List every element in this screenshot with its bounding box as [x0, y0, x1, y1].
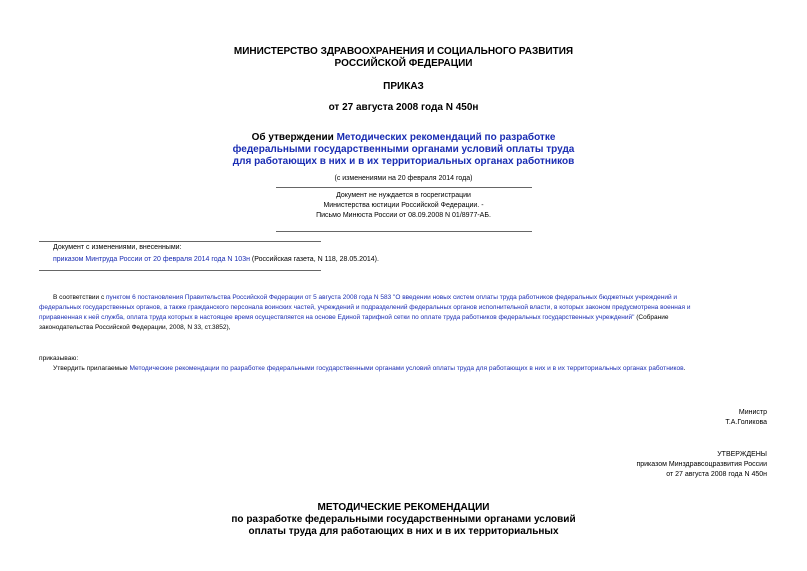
amend-divider-bottom: [39, 270, 321, 271]
signature-position: Министр: [738, 409, 767, 416]
approved-block: [636, 450, 767, 480]
recommendations-line-2: по разработке федеральными государственными органами условий: [231, 514, 576, 525]
approve-intro: Утвердить прилагаемые: [53, 365, 130, 372]
registration-line-2: Министерства юстиции Российской Федерации. -: [323, 202, 484, 209]
approve-end: .: [683, 365, 686, 372]
registration-note: [0, 191, 807, 221]
order-word: ПРИКАЗ: [383, 81, 424, 92]
approved-line-2: приказом Минздравсоцразвития России: [636, 461, 767, 468]
amendments-link[interactable]: приказом Минтруда России от 20 февраля 2014 года N 103н: [53, 256, 250, 263]
registration-line-3: Письмо Минюста России от 08.09.2008 N 01/8977-АБ.: [316, 212, 491, 219]
recommendations-title: МЕТОДИЧЕСКИЕ РЕКОМЕНДАЦИИ: [317, 502, 490, 513]
approve-paragraph: [53, 364, 686, 374]
order-title: [0, 132, 807, 168]
ministry-line-1: МИНИСТЕРСТВО ЗДРАВООХРАНЕНИЯ И СОЦИАЛЬНОГО РАЗВИТИЯ: [233, 46, 574, 57]
order-date: от 27 августа 2008 года N 450н: [328, 102, 479, 113]
prikazyvayu: приказываю:: [39, 355, 79, 362]
preamble: [39, 293, 767, 333]
recommendations-line-3: оплаты труда для работающих в них и в их территориальных: [248, 526, 559, 537]
preamble-link-2[interactable]: федеральных государственных органов, а также гражданского персонала воинских частей, учреждений и подразделений федеральных органов исполнительной власти, в которых законом предусмотрена военная и: [39, 304, 691, 311]
ministry-heading: [0, 46, 807, 70]
approved-line-1: УТВЕРЖДЕНЫ: [717, 451, 767, 458]
preamble-link-3[interactable]: приравненная к ней служба, оплата труда которых в настоящее время осуществляется на основе Единой тарифной сетки по оплате труда работников федеральных государственных учреждений": [39, 314, 635, 321]
ministry-line-2: РОССИЙСКОЙ ФЕДЕРАЦИИ: [334, 58, 473, 69]
divider-top: [276, 187, 532, 188]
preamble-intro: В соответствии с: [53, 294, 107, 301]
amendments-source: (Российская газета, N 118, 28.05.2014).: [249, 256, 379, 263]
amendments-label: Документ с изменениями, внесенными:: [53, 244, 182, 251]
registration-line-1: Документ не нуждается в госрегистрации: [336, 192, 471, 199]
divider-bottom: [276, 231, 532, 232]
title-prefix: Об утверждении: [251, 132, 337, 143]
signature-block: [725, 408, 767, 428]
title-link-line-3[interactable]: для работающих в них и в их территориальных органах работников: [232, 156, 575, 167]
amendments-entry: [53, 255, 379, 265]
title-link-line-1[interactable]: Методических рекомендаций по разработке: [336, 132, 556, 143]
preamble-link-1[interactable]: пунктом 6 постановления Правительства Российской Федерации от 5 августа 2008 года N 583 "О введении новых систем оплаты труда работников федеральных бюджетных учреждений и: [106, 294, 678, 301]
approved-line-3: от 27 августа 2008 года N 450н: [666, 471, 767, 478]
amend-divider-top: [39, 241, 321, 242]
signature-name: Т.А.Голикова: [725, 419, 767, 426]
approve-link[interactable]: Методические рекомендации по разработке федеральными государственными органами условий оплаты труда для работающих в них и в их территориальных органах работников: [129, 365, 684, 372]
preamble-tail: (Собрание: [634, 314, 669, 321]
changes-note: (с изменениями на 20 февраля 2014 года): [334, 175, 473, 182]
title-link-line-2[interactable]: федеральными государственными органами условий оплаты труда: [232, 144, 575, 155]
recommendations-heading: [0, 502, 807, 538]
preamble-source: законодательства Российской Федерации, 2008, N 33, ст.3852),: [39, 324, 231, 331]
